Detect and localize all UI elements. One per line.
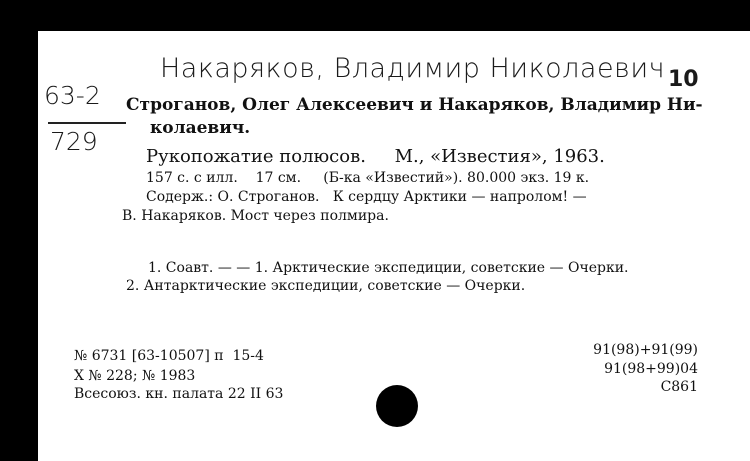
call-number-divider [48,122,126,124]
number-line-1: № 6731 [63-10507] п 15-4 [74,348,264,364]
handwritten-number: 10 [668,67,699,92]
contents-line-1: Содерж.: О. Строганов. К сердцу Арктики — напролом! — [146,189,587,205]
handwritten-name: Накаряков, Владимир Николаевич [160,53,666,84]
contents-line-2: В. Накаряков. Мост через полмира. [122,208,389,224]
number-line-2: Х № 228; № 1983 [74,368,196,384]
call-number-top: 63-2 [44,81,101,110]
classification-line-2: 91(98+99)04 [604,361,698,377]
description-line: 157 с. с илл. 17 см. (Б-ка «Известий»). 80.000 экз. 19 к. [146,170,590,186]
classification-line-1: 91(98)+91(99) [593,342,698,358]
chamber-line: Всесоюз. кн. палата 22 II 63 [74,386,284,402]
heading-line-1: Строганов, Олег Алексеевич и Накаряков, Владимир Ни- [126,95,703,115]
catalog-card [38,31,750,461]
subject-line-1: 1. Соавт. — — 1. Арктические экспедиции, советские — Очерки. [148,260,629,276]
heading-line-2: колаевич. [150,118,251,138]
call-number-bottom: 729 [50,127,98,156]
title-line: Рукопожатие полюсов. М., «Известия», 1963. [146,146,605,167]
subject-line-2: 2. Антарктические экспедиции, советские — Очерки. [126,278,526,294]
classification-line-3: С861 [660,379,698,395]
punch-hole [376,385,418,427]
